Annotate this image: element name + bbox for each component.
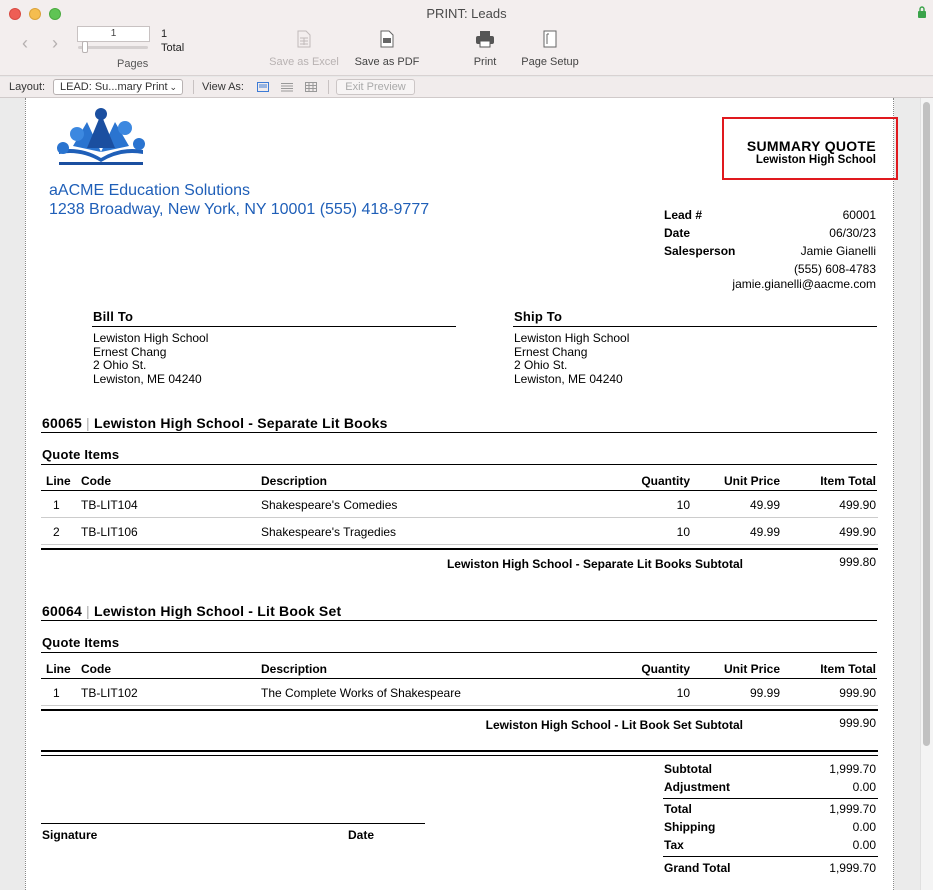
salesperson-value: Jamie Gianelli	[800, 244, 876, 258]
company-logo	[53, 108, 149, 174]
exit-preview-button[interactable]: Exit Preview	[336, 79, 415, 95]
bill-to-line: Ernest Chang	[93, 344, 167, 359]
title-separator: |	[86, 415, 90, 431]
page-count: 1	[161, 28, 168, 40]
column-header-quantity: Quantity	[641, 662, 690, 676]
ship-to-line: 2 Ohio St.	[514, 358, 568, 372]
quote-items-heading: Quote Items	[42, 447, 120, 462]
preview-area	[0, 98, 933, 890]
divider	[41, 548, 878, 550]
salesperson-label: Salesperson	[664, 244, 736, 258]
row-item-total: 999.90	[839, 686, 876, 700]
shipping-value: 0.00	[852, 820, 876, 834]
quote-subtotal-value: 999.80	[839, 555, 876, 569]
date-value: 06/30/23	[829, 226, 876, 240]
divider	[328, 80, 329, 94]
row-description: The Complete Works of Shakespeare	[261, 686, 461, 700]
row-description: Shakespeare's Comedies	[261, 498, 398, 512]
save-as-excel-button[interactable]	[268, 30, 340, 68]
layout-bar	[0, 77, 933, 98]
divider	[41, 464, 877, 465]
quote-section-title	[42, 603, 341, 619]
page-slider[interactable]	[78, 46, 148, 49]
company-address: 1238 Broadway, New York, NY 10001 (555) 418-9777	[49, 201, 430, 218]
column-header-description: Description	[261, 474, 328, 488]
bill-to-address	[93, 332, 208, 386]
salesperson-email: jamie.gianelli@aacme.com	[732, 277, 876, 291]
signature-label: Signature	[42, 828, 98, 842]
column-header-item-total: Item Total	[820, 662, 876, 676]
row-divider	[41, 705, 878, 706]
signature-line	[41, 823, 425, 824]
adjustment-value: 0.00	[852, 780, 876, 794]
spreadsheet-icon	[297, 30, 311, 48]
title-separator: |	[86, 603, 90, 619]
adjustment-label: Adjustment	[664, 780, 730, 794]
bill-to-line: Lewiston High School	[93, 331, 209, 345]
window-title: PRINT: Leads	[426, 6, 507, 21]
window-toolbar	[0, 0, 933, 76]
layout-select[interactable]	[53, 79, 183, 95]
row-code: TB-LIT104	[81, 498, 138, 512]
lock-icon	[917, 5, 927, 19]
view-as-label: View As:	[202, 81, 244, 93]
quote-subtotal-value: 999.90	[839, 716, 876, 730]
salesperson-phone: (555) 608-4783	[793, 262, 876, 276]
divider	[513, 326, 877, 327]
printer-icon	[475, 30, 495, 48]
tax-label: Tax	[664, 838, 684, 852]
row-unit-price: 49.99	[749, 498, 780, 512]
quote-subtotal-label: Lewiston High School - Lit Book Set Subtotal	[485, 718, 743, 732]
ship-to-line: Lewiston, ME 04240	[514, 371, 623, 386]
print-label: Print	[473, 56, 497, 68]
chevron-down-icon: ⌄	[169, 82, 177, 92]
divider	[193, 80, 194, 94]
divider	[663, 856, 878, 857]
bill-to-line: Lewiston, ME 04240	[93, 371, 202, 386]
divider	[41, 750, 878, 752]
vertical-scrollbar[interactable]	[920, 98, 933, 890]
column-header-line: Line	[46, 662, 71, 676]
page-slider-knob[interactable]	[82, 41, 88, 53]
pages-label: Pages	[117, 58, 149, 70]
save-as-pdf-label: Save as PDF	[354, 56, 420, 68]
row-quantity: 10	[676, 686, 690, 700]
row-unit-price: 49.99	[749, 525, 780, 539]
page-setup-button[interactable]	[516, 30, 584, 68]
subtotal-value: 1,999.70	[829, 762, 876, 776]
divider	[41, 652, 877, 653]
column-header-code: Code	[81, 474, 111, 488]
page-setup-icon	[543, 30, 557, 48]
layout-select-value: LEAD: Su...mary Print	[60, 81, 168, 93]
column-header-code: Code	[81, 662, 111, 676]
tax-value: 0.00	[852, 838, 876, 852]
summary-quote-box	[722, 117, 898, 180]
bill-to-line: 2 Ohio St.	[93, 358, 147, 372]
quote-subtotal-label: Lewiston High School - Separate Lit Books Subtotal	[446, 557, 743, 571]
row-line: 1	[53, 686, 60, 700]
total-label: Total	[664, 802, 692, 816]
total-value: 1,999.70	[829, 802, 876, 816]
divider	[41, 490, 877, 491]
bill-to-heading: Bill To	[93, 309, 134, 324]
save-as-pdf-button[interactable]	[352, 30, 422, 68]
column-header-item-total: Item Total	[820, 474, 876, 488]
divider	[663, 798, 878, 799]
ship-to-line: Lewiston High School	[514, 331, 630, 345]
quote-name: Lewiston High School - Separate Lit Books	[93, 415, 388, 431]
row-item-total: 499.90	[839, 498, 876, 512]
company-name: aACME Education Solutions	[49, 182, 250, 199]
list-view-icon[interactable]	[281, 82, 293, 92]
row-quantity: 10	[676, 498, 690, 512]
row-divider	[41, 544, 878, 545]
row-code: TB-LIT102	[81, 686, 138, 700]
row-divider	[41, 517, 878, 518]
date-label: Date	[664, 226, 691, 240]
print-button[interactable]	[466, 30, 504, 68]
ship-to-line: Ernest Chang	[514, 344, 588, 359]
page-total-label: Total	[161, 42, 185, 54]
divider	[92, 326, 456, 327]
previous-page-button[interactable]: ‹	[22, 33, 28, 53]
divider	[41, 709, 878, 711]
scrollbar-thumb[interactable]	[923, 102, 930, 746]
divider	[41, 620, 877, 621]
quote-number: 60065	[42, 415, 82, 431]
quote-number: 60064	[42, 603, 82, 619]
row-item-total: 499.90	[839, 525, 876, 539]
table-view-icon[interactable]	[305, 82, 317, 92]
column-header-quantity: Quantity	[641, 474, 690, 488]
shipping-label: Shipping	[664, 820, 716, 834]
company-info	[49, 181, 429, 219]
row-line: 1	[53, 498, 60, 512]
divider	[41, 678, 877, 679]
row-code: TB-LIT106	[81, 525, 138, 539]
pdf-icon	[379, 30, 395, 48]
quote-name: Lewiston High School - Lit Book Set	[93, 603, 342, 619]
grand-total-label: Grand Total	[664, 861, 731, 875]
quote-title: SUMMARY QUOTE	[746, 138, 876, 154]
next-page-button[interactable]: ›	[52, 33, 58, 53]
lead-number-value: 60001	[842, 208, 876, 222]
form-view-icon[interactable]	[257, 82, 269, 92]
page-number-input[interactable]: 1	[77, 26, 150, 42]
row-unit-price: 99.99	[749, 686, 780, 700]
ship-to-heading: Ship To	[514, 309, 563, 324]
quote-items-heading: Quote Items	[42, 635, 120, 650]
subtotal-label: Subtotal	[664, 762, 712, 776]
divider	[41, 432, 877, 433]
signature-date-label: Date	[348, 828, 375, 842]
column-header-unit-price: Unit Price	[723, 474, 780, 488]
column-header-unit-price: Unit Price	[723, 662, 780, 676]
column-header-description: Description	[261, 662, 328, 676]
grand-total-value: 1,999.70	[829, 861, 876, 875]
ship-to-address	[514, 332, 629, 386]
quote-section-title	[42, 415, 388, 431]
layout-label: Layout:	[9, 81, 46, 93]
row-description: Shakespeare's Tragedies	[261, 525, 397, 539]
lead-number-label: Lead #	[664, 208, 703, 222]
divider	[41, 755, 878, 756]
column-header-line: Line	[46, 474, 71, 488]
page-setup-label: Page Setup	[521, 56, 579, 68]
quote-school: Lewiston High School	[755, 154, 876, 166]
row-line: 2	[53, 525, 60, 539]
save-as-excel-label: Save as Excel	[269, 56, 339, 68]
row-quantity: 10	[676, 525, 690, 539]
